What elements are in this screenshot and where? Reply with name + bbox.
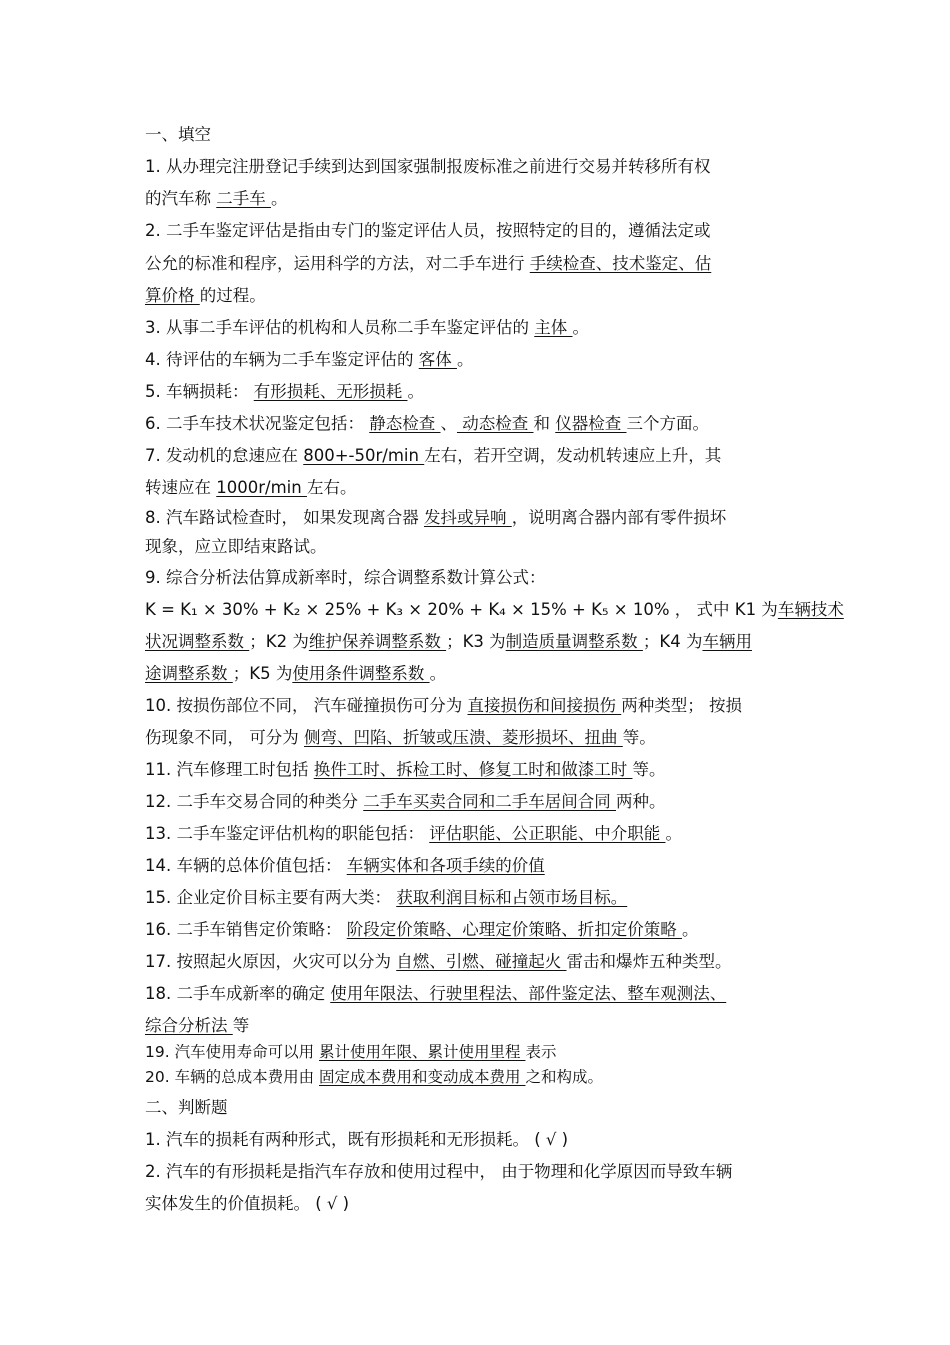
q9-end: 。 (429, 664, 447, 683)
question-9-line-3 (145, 632, 752, 652)
q4-answer: 客体 (418, 350, 457, 369)
q6-text: 6. 二手车技术状况鉴定包括： (145, 414, 370, 433)
question-11 (145, 760, 665, 780)
q10-answer-1: 直接损伤和间接损伤 (467, 696, 622, 715)
q9-k5: ；K5 为 (232, 664, 293, 683)
q18-end: 等 (232, 1016, 250, 1035)
question-6 (145, 414, 709, 434)
q9-answer-k4-cont: 途调整系数 (145, 664, 233, 683)
question-15 (145, 888, 627, 908)
q6-sep: 和 (533, 414, 556, 433)
q12-text: 12. 二手车交易合同的种类分 (145, 792, 364, 811)
question-14 (145, 856, 545, 876)
q11-answer: 换件工时、拆检工时、修复工时和做漆工时 (313, 760, 633, 779)
q2-answer-cont: 算价格 (145, 286, 200, 305)
q1-answer: 二手车 (216, 189, 271, 208)
question-9-formula (145, 600, 844, 620)
q10-answer-2: 侧弯、凹陷、折皱或压溃、菱形损坏、扭曲 (304, 728, 623, 747)
q7-answer-1: 800+-50r/min (303, 446, 425, 465)
question-2-line-2 (145, 254, 711, 274)
question-18-line-2 (145, 1016, 249, 1036)
q6-end: 三个方面。 (626, 414, 709, 433)
question-2-line-3 (145, 286, 266, 306)
q11-text: 11. 汽车修理工时包括 (145, 760, 314, 779)
q7-answer-2: 1000r/min (216, 478, 307, 497)
question-7-line-2 (145, 478, 356, 498)
question-12 (145, 792, 665, 812)
q13-text: 13. 二手车鉴定评估机构的职能包括： (145, 824, 430, 843)
q4-end: 。 (456, 350, 474, 369)
q19-text: 19. 汽车使用寿命可以用 (145, 1043, 320, 1061)
q16-end: 。 (681, 920, 699, 939)
q15-answer: 获取利润目标和占领市场目标。 (396, 888, 628, 907)
question-17 (145, 952, 731, 972)
q19-end: 表示 (525, 1043, 557, 1061)
q9-answer-k1: 车辆技术 (777, 600, 844, 619)
question-8-line-1 (145, 508, 726, 528)
question-1-line-2 (145, 189, 288, 209)
q2-end: 的过程。 (199, 286, 266, 305)
q18-answer-cont: 综合分析法 (145, 1016, 233, 1035)
q16-text: 16. 二手车销售定价策略： (145, 920, 347, 939)
question-2-line-1: 2. 二手车鉴定评估是指由专门的鉴定评估人员，按照特定的目的，遵循法定或 (145, 221, 711, 240)
q17-answer: 自燃、引燃、碰撞起火 (396, 952, 567, 971)
q16-answer: 阶段定价策略、心理定价策略、折扣定价策略 (346, 920, 682, 939)
q6-answer-3: 仪器检查 (555, 414, 627, 433)
q6-answer-1: 静态检查 (369, 414, 441, 433)
q13-end: 。 (665, 824, 682, 843)
q8-text-2: ，说明离合器内部有零件损坏 (511, 508, 727, 527)
q9-k4: ；K4 为 (642, 632, 703, 651)
judge-2-line-2: 实体发生的价值损耗。 ( √ ) (145, 1194, 350, 1213)
q5-end: 。 (407, 382, 424, 401)
judge-2-line-1: 2. 汽车的有形损耗是指汽车存放和使用过程中， 由于物理和化学原因而导致车辆 (145, 1162, 733, 1181)
q3-answer: 主体 (534, 318, 573, 337)
section-title-fill: 一、填空 (145, 125, 211, 144)
q6-sep: 、 (440, 414, 457, 433)
q17-text: 17. 按照起火原因，火灾可以分为 (145, 952, 397, 971)
q18-answer: 使用年限法、行驶里程法、部件鉴定法、整车观测法、 (330, 984, 727, 1003)
q5-text: 5. 车辆损耗： (145, 382, 254, 401)
q2-answer: 手续检查、技术鉴定、估 (529, 254, 712, 273)
question-4 (145, 350, 473, 370)
q14-text: 14. 车辆的总体价值包括： (145, 856, 347, 875)
q10-text-2: 两种类型； 按损 (621, 696, 742, 715)
question-1-line-1: 1. 从办理完注册登记手续到达到国家强制报废标准之前进行交易并转移所有权 (145, 157, 711, 176)
q7-text-3: 转速应在 (145, 478, 217, 497)
question-18-line-1 (145, 984, 726, 1004)
question-13 (145, 824, 682, 844)
q1-text: 的汽车称 (145, 189, 217, 208)
q1-end: 。 (271, 189, 288, 208)
question-10-line-2 (145, 728, 656, 748)
q18-text: 18. 二手车成新率的确定 (145, 984, 331, 1003)
q13-answer: 评估职能、公正职能、中介职能 (429, 824, 666, 843)
question-3 (145, 318, 589, 338)
q9-answer-k3: 制造质量调整系数 (505, 632, 643, 651)
q15-text: 15. 企业定价目标主要有两大类： (145, 888, 397, 907)
question-10-line-1 (145, 696, 742, 716)
q20-answer: 固定成本费用和变动成本费用 (319, 1068, 526, 1086)
q3-text: 3. 从事二手车评估的机构和人员称二手车鉴定评估的 (145, 318, 535, 337)
q9-answer-k2: 维护保养调整系数 (308, 632, 447, 651)
q7-text: 7. 发动机的怠速应在 (145, 446, 304, 465)
q5-answer: 有形损耗、无形损耗 (253, 382, 408, 401)
q10-end: 等。 (622, 728, 656, 747)
question-20 (145, 1067, 603, 1087)
question-7-line-1 (145, 446, 721, 466)
q7-text-2: 左右，若开空调，发动机转速应上升，其 (424, 446, 722, 465)
question-9-line-4 (145, 664, 446, 684)
section-title-judge: 二、判断题 (145, 1098, 228, 1117)
q11-end: 等。 (632, 760, 666, 779)
q6-answer-2: 动态检查 (456, 414, 534, 433)
q12-answer: 二手车买卖合同和二手车居间合同 (363, 792, 616, 811)
question-5 (145, 382, 424, 402)
q14-answer: 车辆实体和各项手续的价值 (346, 856, 545, 875)
judge-1: 1. 汽车的损耗有两种形式，既有形损耗和无形损耗。 ( √ ) (145, 1130, 569, 1149)
question-19 (145, 1042, 556, 1062)
q4-text: 4. 待评估的车辆为二手车鉴定评估的 (145, 350, 419, 369)
q9-formula: K = K₁ × 30% + K₂ × 25% + K₃ × 20% + K₄ × 15% + K₅ × 10% ， 式中 K1 为 (145, 600, 778, 619)
q9-k3: ；K3 为 (446, 632, 506, 651)
q12-end: 两种。 (615, 792, 666, 811)
q8-answer: 发抖或异响 (423, 508, 512, 527)
q20-end: 之和构成。 (525, 1068, 603, 1086)
q9-answer-k1-cont: 状况调整系数 (145, 632, 250, 651)
q20-text: 20. 车辆的总成本费用由 (145, 1068, 320, 1086)
question-8-line-2: 现象，应立即结束路试。 (145, 537, 327, 556)
q3-end: 。 (572, 318, 589, 337)
q7-end: 左右。 (306, 478, 357, 497)
q17-end: 雷击和爆炸五种类型。 (566, 952, 732, 971)
question-16 (145, 920, 698, 940)
q8-text: 8. 汽车路试检查时， 如果发现离合器 (145, 508, 424, 527)
q2-text: 公允的标准和程序，运用科学的方法，对二手车进行 (145, 254, 530, 273)
q9-answer-k5: 使用条件调整系数 (292, 664, 430, 683)
q9-k2: ；K2 为 (249, 632, 309, 651)
q10-text-3: 伤现象不同， 可分为 (145, 728, 304, 747)
q10-text: 10. 按损伤部位不同， 汽车碰撞损伤可分为 (145, 696, 468, 715)
q9-answer-k4: 车辆用 (702, 632, 752, 651)
question-9-line-1: 9. 综合分析法估算成新率时，综合调整系数计算公式： (145, 568, 546, 587)
q19-answer: 累计使用年限、累计使用里程 (319, 1043, 526, 1061)
